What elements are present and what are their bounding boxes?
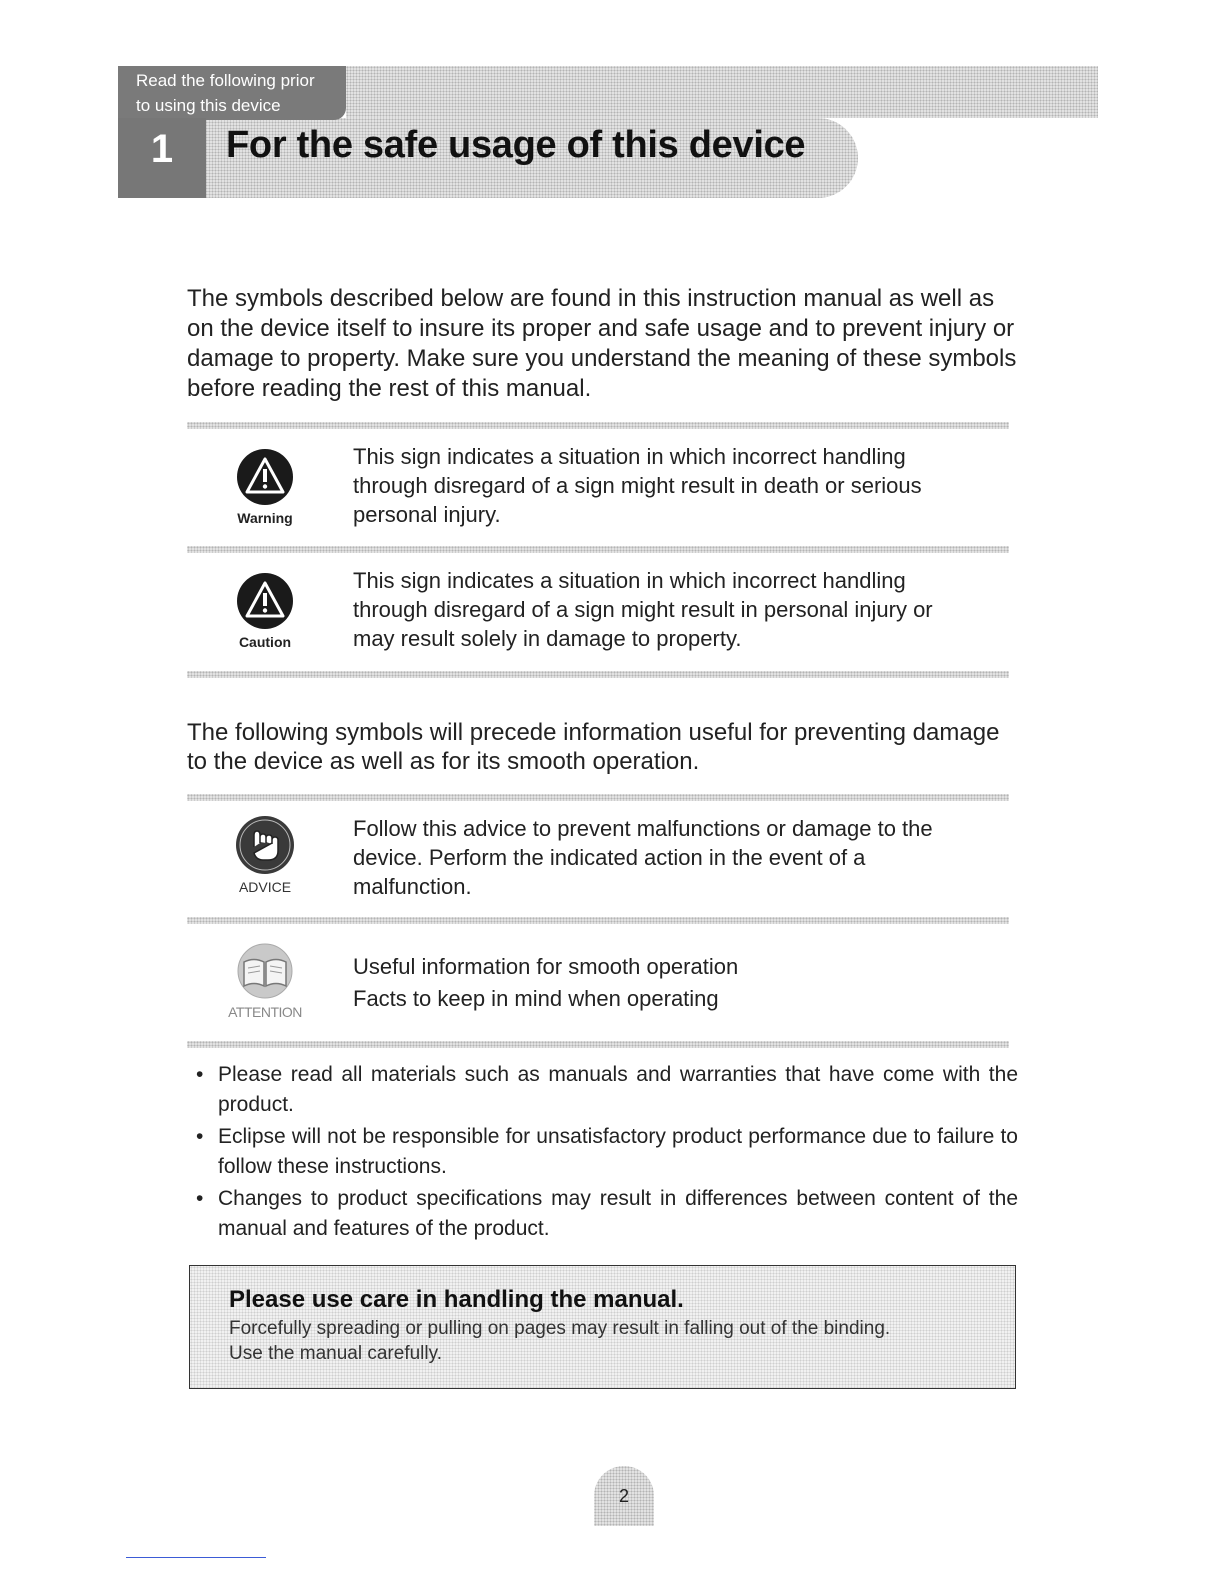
caution-symbol [225,572,305,650]
description-line: This sign indicates a situation in which incorrect handling [353,444,906,469]
intro-paragraph-2: The following symbols will precede information useful for preventing damage to the device as well as for its smooth operation. [187,719,1000,775]
advice-hand-icon [235,815,295,875]
caution-icon [236,572,294,630]
header-tab-line-2: to using this device [136,96,281,115]
notes-list [196,1060,1018,1246]
divider [187,794,1009,801]
description-line: Follow this advice to prevent malfunctions or damage to the [353,816,933,841]
advice-symbol [225,815,305,895]
divider [187,917,1009,924]
list-item: • Eclipse will not be responsible for unsatisfactory product performance due to failure to follow these instructions. [196,1122,1018,1182]
description-line: through disregard of a sign might result in personal injury or [353,597,933,622]
description-line: personal injury. [353,502,501,527]
attention-book-icon [234,942,296,1000]
divider [187,422,1009,429]
page-number-tab [594,1466,654,1526]
description-line: Useful information for smooth operation [353,954,739,979]
warning-label: Warning [237,510,293,526]
header-tab [118,66,346,120]
list-item: • Changes to product specifications may result in differences between content of the manual and features of the product. [196,1184,1018,1244]
care-notice-box [189,1265,1016,1389]
advice-label: ADVICE [238,879,292,895]
description-line: may result solely in damage to property. [353,626,742,651]
description-line: device. Perform the indicated action in the event of a [353,845,866,870]
care-notice-body [229,1316,1009,1366]
header-band [346,66,1098,118]
attention-description [353,951,1003,1015]
description-line: Facts to keep in mind when operating [353,986,719,1011]
care-notice-line: Forcefully spreading or pulling on pages may result in falling out of the binding. [229,1318,891,1339]
care-notice-line: Use the manual carefully. [229,1343,442,1364]
description-line: malfunction. [353,874,472,899]
list-item: • Please read all materials such as manuals and warranties that have come with the product. [196,1060,1018,1120]
warning-description [353,442,1003,529]
caution-label: Caution [238,634,292,650]
attention-symbol [225,942,305,1020]
care-notice-title: Please use care in handling the manual. [229,1286,684,1313]
footer-line [126,1557,266,1558]
description-line: through disregard of a sign might result in death or serious [353,473,922,498]
divider [187,1041,1009,1048]
advice-description [353,814,1003,901]
divider [187,546,1009,553]
divider [187,671,1009,678]
warning-icon [236,448,294,506]
caution-description [353,566,1003,653]
description-line: This sign indicates a situation in which incorrect handling [353,568,906,593]
attention-label: ATTENTION [228,1004,302,1020]
intro-paragraph: The symbols described below are found in this instruction manual as well as on the device itself to insure its proper and safe usage and to prevent injury or damage to property. Make sure you understand the meaning of these symbols before reading the rest of this manual. [187,285,1017,402]
page-title: For the safe usage of this device [226,124,806,166]
header-tab-line-1: Read the following prior [136,71,315,90]
warning-symbol [225,448,305,526]
section-number: 1 [118,118,206,198]
page-number: 2 [618,1486,629,1506]
